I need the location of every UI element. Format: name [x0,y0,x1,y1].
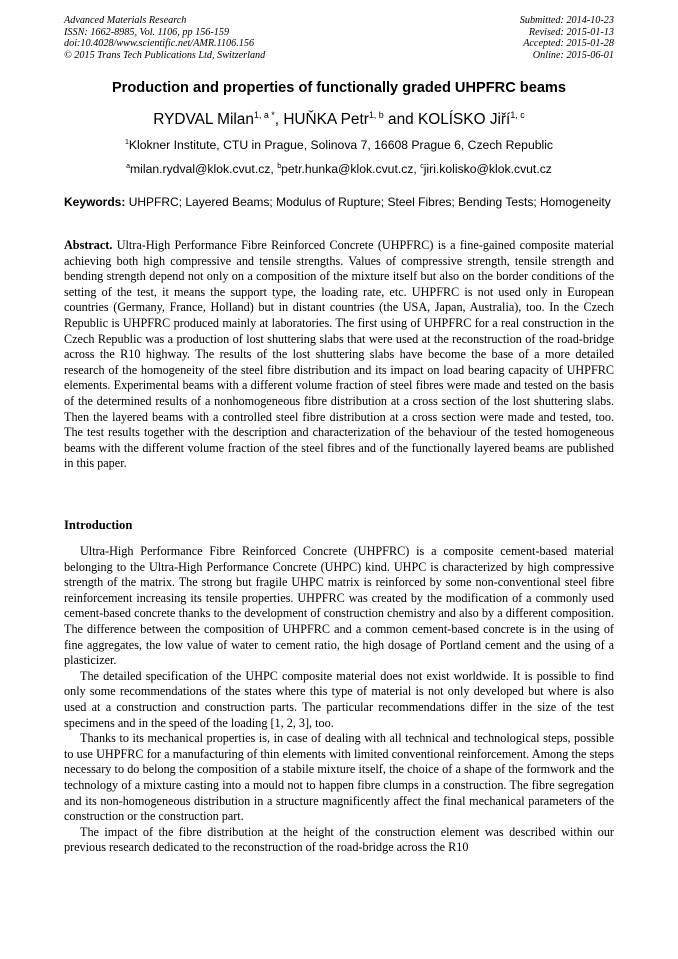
affiliation [0,138,678,152]
author-list [0,111,678,129]
journal-name: Advanced Materials Research [64,15,187,26]
submitted-date: Submitted: 2014-10-23 [519,15,614,26]
keywords-text: UHPFRC; Layered Beams; Modulus of Rupture; Steel Fibres; Bending Tests; Homogeneity [128,195,611,209]
author-marker: 1, a * [253,109,275,120]
author-marker: 1, b [368,109,384,120]
abstract-text: Ultra-High Performance Fibre Reinforced Concrete (UHPFRC) is a fine-gained composite material achieving both high compressive and tensile strengths. Values of compressive strength, tensile strength and bending strength depend not only on a composition of the mixture itself but also on the border conditions of the setting of the test, it means the support type, the loading rate, etc. UHPFRC is not used only in European countries (Germany, France, Holland) but in distant countries (the USA, Japan, Australia), too. In the Czech Republic is UHPFRC produced mainly at laboratories. The first using of UHPFRC for a real construction in the Czech Republic was a production of lost shuttering slabs that were used at the reconstruction of the road-bridge across the R10 highway. The results of the lost shuttering slabs have become the base of a more detailed research of the homogeneity of the steel fibre distribution and its impact on load bearing capacity of UHPFRC elements. Experimental beams with a different volume fraction of steel fibres were made and tested on the basis of the determined results of a nonhomogeneous fibre distribution at a cross section of the lost shuttering slabs. Then the layered beams with a controlled steel fibre distribution at a cross section were made and tested, too. The test results together with the description and characterization of the behaviour of the tested homogeneous beams with the different volume fraction of the steel fibres and of the functionally layered beams are published in this paper. [64,238,614,471]
abstract [64,238,614,472]
keywords [64,195,613,209]
introduction-heading: Introduction [64,518,133,532]
email-link[interactable]: petr.hunka@klok.cvut.cz [281,162,414,176]
intro-paragraph: The detailed specification of the UHPC composite material does not exist worldwide. It is possible to find only some recommendations of the states where this type of material is not only developed but where is also used at a construction and construction parts. The particular recommendations differ in the size of the test specimens and in the speed of the loading [1, 2, 3], too. [64,668,614,730]
email-marker: c [420,162,424,170]
paper-title: Production and properties of functionally graded UHPFRC beams [111,80,567,96]
publication-dates [520,15,614,61]
email-separator: , [270,162,278,176]
intro-paragraph: Thanks to its mechanical properties is, in case of dealing with all technical and technological steps, possible to use UHPFRC for a manufacturing of thin elements with limited conventional reinforcement. Among the steps necessary to do belong the composition of a stabile mixture itself, the choice of a shape of the formwork and the technology of a mixture casting into a mould not to happen fibre clumps in a construction. The fibre segregation and its non-homogeneous distribution in a structure magnificently affect the final mechanical parameters of the construction or the construction part. [64,731,614,824]
copyright-line: © 2015 Trans Tech Publications Ltd, Switzerland [64,49,266,61]
author-separator: , [274,111,284,128]
author-name: KOLÍSKO Jiří [417,111,511,128]
doi-line: doi:10.4028/www.scientific.net/AMR.1106.156 [64,38,255,50]
revised-date: Revised: 2015-01-13 [528,26,614,38]
online-date: Online: 2015-06-01 [532,49,614,61]
email-marker: a [126,162,131,170]
intro-paragraph: The impact of the fibre distribution at the height of the construction element was described within our previous research dedicated to the reconstruction of the road-bridge across the R10 [64,824,614,855]
author-name: RYDVAL Milan [153,111,254,128]
author-name: HUŇKA Petr [283,111,369,128]
abstract-label: Abstract. [64,238,113,252]
email-link[interactable]: jiri.kolisko@klok.cvut.cz [423,162,552,176]
journal-info [64,15,265,61]
author-separator: and [383,111,418,128]
author-marker: 1, c [510,109,525,120]
email-marker: b [277,162,282,170]
author-emails [0,162,678,176]
email-link[interactable]: milan.rydval@klok.cvut.cz [130,162,271,176]
issn-line: ISSN: 1662-8985, Vol. 1106, pp 156-159 [64,26,230,38]
affiliation-marker: 1 [124,138,129,146]
introduction-body [64,544,614,856]
intro-paragraph: Ultra-High Performance Fibre Reinforced Concrete (UHPFRC) is a composite cement-based material belonging to the Ultra-High Performance Concrete (UHPC) kind. UHPC is characterized by high compressive strength of the matrix. The strong but fragile UHPC matrix is reinforced by some non-conventional steel fibre reinforcement increasing its tensile properties. UHPFRC was created by the modification of a commonly used cement-based concrete thanks to the development of construction chemistry and also by a different composition. The difference between the composition of UHPFRC and a common cement-based concrete is in the using of fine aggregates, the low value of water to cement ratio, the high dosage of Portland cement and the using of a plasticizer. [64,544,614,668]
accepted-date: Accepted: 2015-01-28 [523,38,614,50]
keywords-label: Keywords: [64,195,126,209]
email-separator: , [413,162,421,176]
affiliation-text: Klokner Institute, CTU in Prague, Solinova 7, 16608 Prague 6, Czech Republic [128,138,554,152]
